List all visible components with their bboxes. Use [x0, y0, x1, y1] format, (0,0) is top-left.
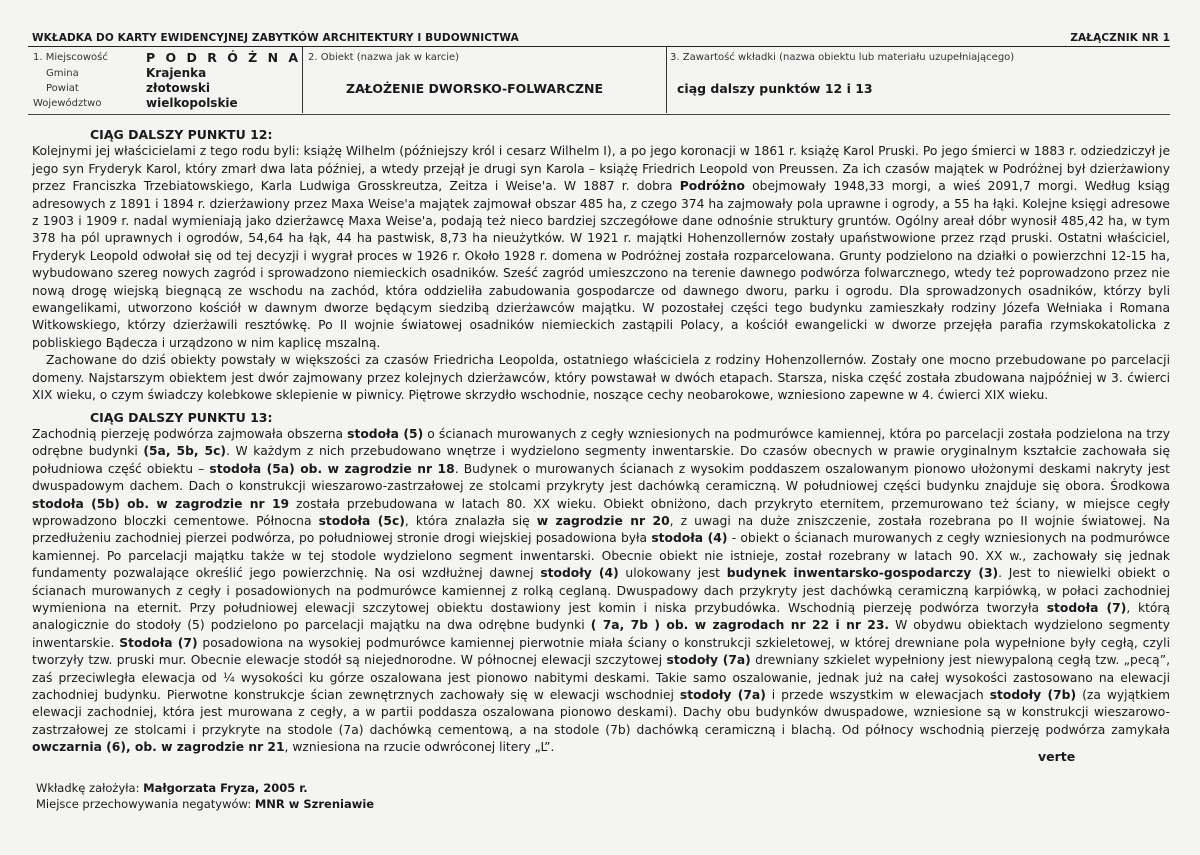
place-label: 1. Miejscowość	[33, 52, 108, 63]
form-title: WKŁADKA DO KARTY EWIDENCYJNEJ ZABYTKÓW ARCHITEKTURY I BUDOWNICTWA	[32, 32, 519, 44]
object-label: 2. Obiekt (nazwa jak w karcie)	[308, 52, 460, 63]
section13-bold-segment: stodoła (5b) ob. w zagrodzie nr 19	[32, 496, 290, 511]
contents-label: 3. Zawartość wkładki (nazwa obiektu lub materiału uzupełniającego)	[670, 52, 1015, 63]
section13-text-segment: o ścianach murowanych z cegły wzniesionych na podmurówce kamiennej, która po parcelacji została podzielona na trzy odrębne budynki	[32, 426, 1170, 459]
body-text	[32, 126, 1170, 757]
section13-text-segment: . Budynek o murowanych ścianach z wysokim poddaszem oszalowanym pionowo ułożonymi deskami nakryty jest dwuspadowym dachem. Dach o konstrukcji wieszarowo-zastrzałowej ze stolcami przykryty jest dachówką ceramiczną. W południowej części budynku znajduje się obora. Środkowa	[32, 461, 1170, 494]
section13-heading: CIĄG DALSZY PUNKTU 13:	[90, 409, 273, 425]
column-divider-1	[302, 47, 303, 113]
section13-text-segment: - obiekt o ścianach murowanych z cegły wzniesionych na podmurówce kamiennej. Po parcelacji majątku także w tej stodole wydzielono segment inwentarski. Obecnie obiekt nie istnieje, został rozebrany w latach 90. XX w., zachowały się jednak fundamenty pozwalające określić jego powierzchnię. Na osi wzdłużnej dawnej	[32, 531, 1170, 581]
section13-text-segment: , którą analogicznie do stodoły (5) podzielono po parcelacji majątku na dwa odrębne budynki	[32, 600, 1170, 633]
section13-text-segment: i przede wszystkim w elewacjach	[765, 688, 990, 702]
section13-text-segment: W obydwu obiektach wydzielono segmenty inwentarskie.	[32, 618, 1171, 650]
section12-p1-text: Kolejnymi jej właścicielami z tego rodu byli: książę Wilhelm (późniejszy król i cesarz Wilhelm I), a po jego koronacji w 1861 r. książę Karol Pruski. Po jego śmierci w 1883 r. odziedziczył je jego syn Fryderyk Karol, który zmarł dwa lata później, a wtedy przejął je drugi syn Karola – książę Friedrich Leopold von Preussen. Za ich czasów majątek w Podróżnej był dzierżawiony przez Franciszka Trzebiatowskiego, Karla Ludwiga Grosskreutza, Zeitza i Weise'a. W 1887 r. dobra	[32, 144, 1171, 194]
gmina-value: Krajenka	[146, 66, 207, 80]
annex-label: ZAŁĄCZNIK NR 1	[1070, 32, 1170, 44]
section13-bold-segment: Stodoła (7)	[119, 635, 198, 650]
object-name: ZAŁOŻENIE DWORSKO-FOLWARCZNE	[346, 81, 604, 96]
section12-heading: CIĄG DALSZY PUNKTU 12:	[90, 127, 273, 142]
section13-bold-segment: stodoły (4)	[540, 566, 619, 581]
section13-text-segment: Zachodnią pierzeję podwórza zajmowała obszerna	[32, 426, 348, 441]
section13-text-segment: . Jest to niewielki obiekt o ścianach murowanych z cegły i posadowionych na podmurówce kamiennej z rolką ceglaną. Dwuspadowy dach przykryty jest dachówką ceramiczną karpiówką, w połaci zachodniej wymieniona na eternit. Przy południowej elewacji szczytowej obiektu dostawiony jest komin i niska przybudówka. Wschodnią pierzeję podwórza tworzyła	[32, 566, 1170, 615]
section12-paragraph-1	[32, 143, 1170, 352]
section13-bold-segment: stodoła (5a) ob. w zagrodzie nr 18	[209, 461, 455, 476]
section13-bold-segment: ( 7a, 7b ) ob. w zagrodach nr 22 i nr 23.	[590, 618, 890, 633]
section13-text-segment: została przebudowana w latach 80. XX wieku. Obiekt obniżono, dach przykryto eternitem, przemurowano też ściany, w miejsce cegły wprowadzono bloczki cementowe. Północna	[32, 496, 1170, 528]
section13-text-segment: , która znalazła się	[404, 513, 537, 528]
gmina-label: Gmina	[46, 68, 79, 79]
section13-text-segment: (za wyjątkiem elewacji zachodniej, która jest murowana z cegły, a w partii poddasza oszalowana pionowo deskami). Dachy obu budynków dwuspadowe, wzniesione są w konstrukcji wieszarowo-zastrzałowej ze stolcami i przykryte na stodole (7a) dachówką cementową, a na stodole (7b) dachówką ceramiczną i blachą. Od północy wschodnią pierzeję podwórza zamykała	[32, 688, 1171, 737]
storage-line	[36, 796, 374, 812]
section13-bold-segment: stodoła (5c)	[318, 513, 405, 528]
header-bottom-rule	[28, 114, 1170, 115]
section13-bold-segment: stodoły (7a)	[666, 653, 751, 668]
footer	[36, 780, 374, 812]
storage-label: Miejsce przechowywania negatywów:	[36, 797, 255, 811]
section13-text-segment: ulokowany jest	[618, 566, 727, 581]
place-value: P O D R Ó Ż N A	[146, 50, 302, 65]
section13-bold-segment: (5a, 5b, 5c)	[143, 444, 226, 459]
author-value: Małgorzata Fryza, 2005 r.	[143, 781, 308, 795]
woj-label: Województwo	[33, 98, 102, 109]
section12-paragraph-2: Zachowane do dziś obiekty powstały w większości za czasów Friedricha Leopolda, ostatniego właściciela z rodziny Hohenzollernów. Zostały one mocno przebudowane po parcelacji domeny. Najstarszym obiektem jest dwór zajmowany przez kolejnych dzierżawców, który powstawał w dwóch etapach. Starsza, niska część została zbudowana najpóźniej w 3. ćwierci XIX wieku, o czym świadczy kolebkowe sklepienie w piwnicy. Piętrowe skrzydło wschodnie, noszące cechy neobarokowe, wzniesiono zapewne w 4. ćwierci XIX wieku.	[32, 353, 1170, 403]
author-label: Wkładkę założyła:	[36, 781, 144, 795]
section13-bold-segment: stodoły (7b)	[989, 688, 1077, 702]
section13-bold-segment: stodoła (4)	[651, 531, 728, 546]
section13-text-segment: . W każdym z nich przebudowano wnętrze i wydzielono segmenty inwentarskie. Do czasów obecnych w prawie oryginalnym kształcie zachowała się południowa część obiektu –	[32, 444, 1170, 476]
author-line	[36, 780, 374, 796]
section13-paragraph	[32, 426, 1170, 757]
section13-bold-segment: stodoła (5)	[347, 426, 424, 441]
section13-text-segment: , wzniesiona na rzucie odwróconej litery „L”.	[284, 740, 555, 755]
section13-text-segment: , z uwagi na duże zniszczenie, została rozebrana po II wojnie światowej. Na przedłużeniu zachodniej pierzei podwórza, po południowej stronie drogi wiejskiej posadowiona była	[32, 513, 1171, 546]
section13-bold-segment: budynek inwentarsko-gospodarczy (3)	[726, 566, 999, 581]
storage-value: MNR w Szreniawie	[254, 797, 375, 811]
section13-text-segment: posadowiona na wysokiej podmurówce kamiennej pierwotnie miała ściany o konstrukcji szkieletowej, w której drewniane pola wypełnione były cegłą, czyli tworzyły tzw. pruski mur. Obecnie elewacje stodół są niejednorodne. W północnej elewacji szczytowej	[32, 635, 1170, 668]
form-header	[32, 32, 1170, 44]
section13-bold-segment: stodoła (7)	[1046, 600, 1127, 615]
section13-bold-segment: w zagrodzie nr 20	[536, 513, 670, 528]
woj-value: wielkopolskie	[146, 96, 238, 110]
section13-bold-segment: owczarnia (6), ob. w zagrodzie nr 21	[32, 740, 285, 755]
section13-bold-segment: stodoły (7a)	[679, 688, 766, 702]
powiat-label: Powiat	[46, 83, 79, 94]
section12-p1-bold: Podróżno	[679, 179, 745, 194]
contents-value: ciąg dalszy punktów 12 i 13	[677, 81, 873, 96]
header-rule	[28, 46, 1170, 47]
section13-text-segment: drewniany szkielet wypełniony jest niewypaloną cegłą tzw. „pecą”, zaś przeciwległa elewacja od ¼ wysokości ku górze oszalowana jest pionowo nabitymi deskami. Takie samo oszalowanie, jednak już na całej wysokości zastosowano na elewacji zachodniej budynku. Pierwotne konstrukcje ścian zewnętrznych zachowały się w elewacji wschodniej	[32, 653, 1170, 702]
verte-label: verte	[1038, 749, 1076, 764]
section12-p1-text-b: obejmowały 1948,33 morgi, a wieś 2091,7 morgi. Według ksiąg adresowych z 1891 i 1894 r. dzierżawiony przez Maxa Weise'a majątek zajmował obszar 485 ha, z czego 374 ha zajmowały pola uprawne i ogrody, a 55 ha łąki. Kolejne księgi adresowe z 1903 i 1909 r. nadal wymieniają jako dzierżawcę Maxa Weise'a, podają też nieco bardziej szczegółowe dane odnośnie struktury gruntów. Ogólny areał dóbr wynosił 485,42 ha, w tym 378 ha pól uprawnych i ogrodów, 54,64 ha łąk, 44 ha pastwisk, 8,73 ha nieużytków. W 1921 r. majątki Hohenzollernów zostały upaństwowione przez rząd pruski. Ostatni właściciel, Fryderyk Leopold odwołał się od tej decyzji i wygrał proces w 1926 r. Około 1928 r. domena w Podróżnej została rozparcelowana. Grunty podzielono na działki o powierzchni 12-15 ha, wybudowano szereg nowych zagród i sprowadzono niemieckich osadników. Sześć zagród umieszczono na terenie dawnego podwórza folwarcznego, wtedy też poprowadzono przez nie nową drogę wiejską biegnącą ze wschodu na zachód, która oddzieliła zabudowania gospodarcze od dawnego dworu, parku i ogrodu. Dla sprowadzonych osadników, którzy byli ewangelikami, utworzono kościół w dawnym dworze będącym siedzibą dzierżawców majątku. W pozostałej części tego budynku zamieszkały rodziny Józefa Wełniaka i Romana Witkowskiego, którzy dzierżawili resztówkę. Po II wojnie światowej osadników niemieckich zastąpili Polacy, a kościół ewangelicki w dworze przejęła parafia rzymskokatolicka z pobliskiego Bądecza i urządzono w nim kaplicę mszalną.	[32, 179, 1170, 350]
powiat-value: złotowski	[146, 81, 210, 95]
column-divider-2	[666, 47, 667, 113]
